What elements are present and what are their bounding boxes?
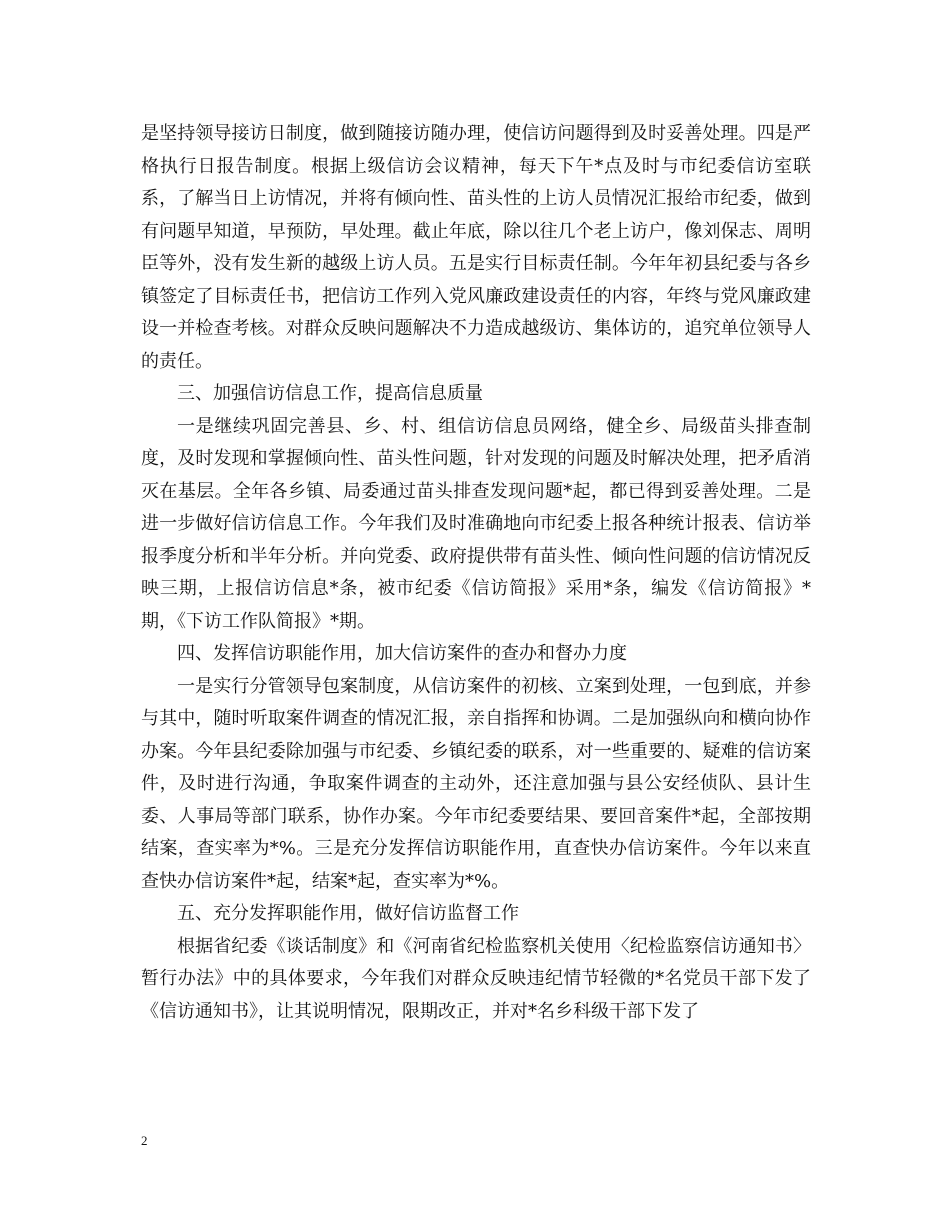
paragraph-section-4: 一是实行分管领导包案制度，从信访案件的初核、立案到处理，一包到底，并参与其中，随时听取案件调查的情况汇报，亲自指挥和协调。二是加强纵向和横向协作办案。今年县纪委除加强与市纪委、乡镇纪委的联系，对一些重要的、疑难的信访案件，及时进行沟通，争取案件调查的主动外，还注意加强与县公安经侦队、县计生委、人事局等部门联系，协作办案。今年市纪委要结果、要回音案件*起，全部按期结案，查实率为*%。三是充分发挥信访职能作用，直查快办信访案件。今年以来直查快办信访案件*起，结案*起，查实率为*%。: [141, 675, 811, 892]
document-body: [141, 118, 811, 1028]
paragraph-section-3: 一是继续巩固完善县、乡、村、组信访信息员网络，健全乡、局级苗头排查制度，及时发现和掌握倾向性、苗头性问题，针对发现的问题及时解决处理，把矛盾消灭在基层。全年各乡镇、局委通过苗头排查发现问题*起，都已得到妥善处理。二是进一步做好信访信息工作。今年我们及时准确地向市纪委上报各种统计报表、信访举报季度分析和半年分析。并向党委、政府提供带有苗头性、倾向性问题的信访情况反映三期，上报信访信息*条，被市纪委《信访简报》采用*条，编发《信访简报》*期，《下访工作队简报》*期。: [141, 415, 811, 632]
page-number: 2: [141, 1133, 148, 1148]
section-heading-3: 三、加强信访信息工作，提高信息质量: [177, 383, 483, 404]
paragraph-continuation: 是坚持领导接访日制度，做到随接访随办理，使信访问题得到及时妥善处理。四是严格执行日报告制度。根据上级信访会议精神，每天下午*点及时与市纪委信访室联系，了解当日上访情况，并将有倾向性、苗头性的上访人员情况汇报给市纪委，做到有问题早知道，早预防，早处理。截止年底，除以往几个老上访户，像刘保志、周明臣等外，没有发生新的越级上访人员。五是实行目标责任制。今年年初县纪委与各乡镇签定了目标责任书，把信访工作列入党风廉政建设责任的内容，年终与党风廉政建设一并检查考核。对群众反映问题解决不力造成越级访、集体访的，追究单位领导人的责任。: [141, 123, 811, 372]
section-heading-5: 五、充分发挥职能作用，做好信访监督工作: [177, 903, 519, 924]
section-heading-4: 四、发挥信访职能作用，加大信访案件的查办和督办力度: [177, 643, 627, 664]
paragraph-section-5: 根据省纪委《谈话制度》和《河南省纪检监察机关使用〈纪检监察信访通知书〉暂行办法》中的具体要求，今年我们对群众反映违纪情节轻微的*名党员干部下发了《信访通知书》，让其说明情况，限期改正，并对*名乡科级干部下发了: [141, 935, 811, 1022]
